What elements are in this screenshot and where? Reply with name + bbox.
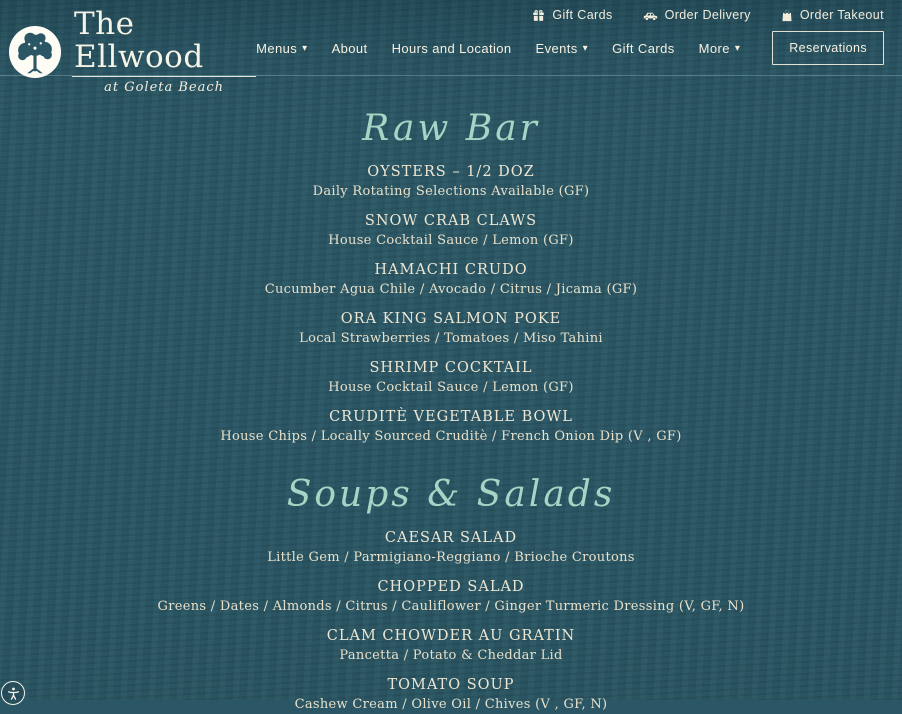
section-heading: Raw Bar [362,108,540,149]
utility-label: Order Takeout [799,8,884,22]
menu-item-name: SNOW CRAB CLAWS [364,212,538,229]
nav-menus[interactable] [256,41,307,56]
utility-label: Gift Cards [552,8,613,22]
menu-item-description: House Cocktail Sauce / Lemon (GF) [328,379,574,395]
menu-item-description: Cucumber Agua Chile / Avocado / Citrus / Jicama (GF) [264,281,638,297]
utility-order-delivery[interactable] [643,8,751,22]
nav-events[interactable] [536,41,589,56]
chevron-down-icon: ▾ [734,43,741,54]
menu-item-name: ORA KING SALMON POKE [340,310,562,327]
menu-item-name: HAMACHI CRUDO [374,261,528,278]
utility-order-takeout[interactable] [781,8,884,22]
menu-item [0,261,902,299]
menu-item-name: SHRIMP COCKTAIL [369,359,533,376]
nav-label: Menus [256,40,298,56]
nav-label: More [698,40,730,56]
main-nav [256,31,884,65]
nav-label: Gift Cards [612,40,675,56]
menu-item-description: House Chips / Locally Sourced Cruditè / French Onion Dip (V , GF) [220,429,682,444]
nav-more[interactable] [699,41,741,56]
menu-section [0,472,902,714]
section-heading: Soups & Salads [286,473,616,515]
menu-item [0,627,902,665]
utility-gift-cards[interactable] [532,8,612,22]
menu-item-name: CAESAR SALAD [384,529,518,546]
menu-item-description: Local Strawberries / Tomatoes / Miso Tahini [299,330,603,346]
menu-item [0,578,902,616]
menu-sections [0,106,902,714]
accessibility-button[interactable] [1,681,25,705]
logo-title: The Ellwood [72,8,256,77]
tree-logo-icon [8,25,62,79]
logo-text [72,8,256,95]
menu-item-description: Daily Rotating Selections Available (GF) [312,183,590,199]
menu-item [0,676,902,714]
menu-section [0,106,902,446]
site-header [0,0,902,96]
menu-item [0,529,902,567]
menu-item-name: CRUDITÈ VEGETABLE BOWL [329,408,573,425]
nav-label: Events [535,40,578,56]
accessibility-person-icon [6,686,21,701]
utility-nav [532,8,884,22]
nav-about[interactable] [332,41,368,56]
logo-subtitle: at Goleta Beach [104,80,225,96]
nav-label: About [331,40,368,56]
chevron-down-icon: ▾ [582,43,589,54]
menu-item [0,212,902,250]
menu-item-description: Pancetta / Potato & Cheddar Lid [339,647,563,663]
menu-item [0,408,902,446]
menu-item [0,359,902,397]
menu-item-description: Greens / Dates / Almonds / Citrus / Cauliflower / Ginger Turmeric Dressing (V, GF, N) [157,598,745,614]
menu-item [0,163,902,201]
nav-label: Hours and Location [391,40,512,56]
menu-item-description: Cashew Cream / Olive Oil / Chives (V , GF, N) [294,696,608,712]
menu-item-description: House Cocktail Sauce / Lemon (GF) [328,232,574,248]
menu-item-name: TOMATO SOUP [387,676,515,693]
nav-gift-cards[interactable] [612,41,675,56]
car-icon [643,9,658,22]
reservations-button[interactable]: Reservations [772,31,884,65]
menu-item-name: OYSTERS – 1/2 DOZ [367,163,535,180]
menu-item-name: CHOPPED SALAD [377,578,525,595]
menu-content [0,76,902,714]
utility-label: Order Delivery [664,8,751,22]
nav-hours-and-location[interactable] [392,41,512,56]
bag-icon [781,9,793,22]
logo[interactable] [8,0,256,95]
menu-item [0,310,902,348]
chevron-down-icon: ▾ [302,43,308,54]
gift-icon [532,9,545,22]
menu-item-name: CLAM CHOWDER AU GRATIN [326,627,576,644]
header-right [256,0,884,65]
menu-item-description: Little Gem / Parmigiano-Reggiano / Brioche Croutons [267,549,635,565]
